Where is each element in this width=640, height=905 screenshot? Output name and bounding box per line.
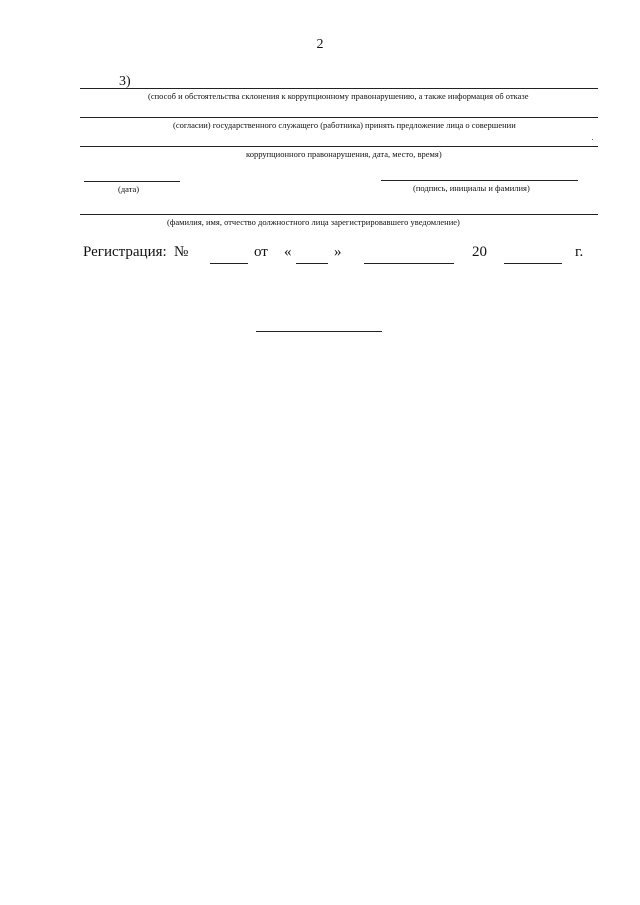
registration-quote-close: » <box>334 244 342 260</box>
field-line-registration-number <box>210 263 248 264</box>
registration-label: Регистрация: <box>83 244 167 260</box>
closing-separator <box>256 331 382 332</box>
registration-quote-open: « <box>284 244 292 260</box>
scan-speck <box>592 139 593 140</box>
field-line-consent <box>80 117 598 118</box>
field-line-registration-month <box>364 263 454 264</box>
field-line-signature <box>381 180 578 181</box>
field-line-registration-year <box>504 263 562 264</box>
caption-consent: (согласии) государственного служащего (работника) принять предложение лица о совершении <box>173 120 516 130</box>
field-line-date <box>84 181 180 182</box>
item-number: 3) <box>119 74 131 89</box>
registration-century: 20 <box>472 244 487 260</box>
caption-official: (фамилия, имя, отчество должностного лица зарегистрировавшего уведомление) <box>167 217 460 227</box>
field-line-method <box>80 88 598 89</box>
caption-method: (способ и обстоятельства склонения к коррупционному правонарушению, а также информация об отказе <box>148 91 529 101</box>
field-line-offense <box>80 146 598 147</box>
field-line-registration-day <box>296 263 328 264</box>
field-line-official <box>80 214 598 215</box>
caption-date: (дата) <box>118 184 140 194</box>
registration-number-sign: № <box>174 244 189 260</box>
page-number: 2 <box>316 37 324 52</box>
registration-year-suffix: г. <box>575 244 584 260</box>
caption-offense: коррупционного правонарушения, дата, место, время) <box>246 149 442 159</box>
registration-from: от <box>254 244 268 260</box>
caption-signature: (подпись, инициалы и фамилия) <box>413 183 530 193</box>
